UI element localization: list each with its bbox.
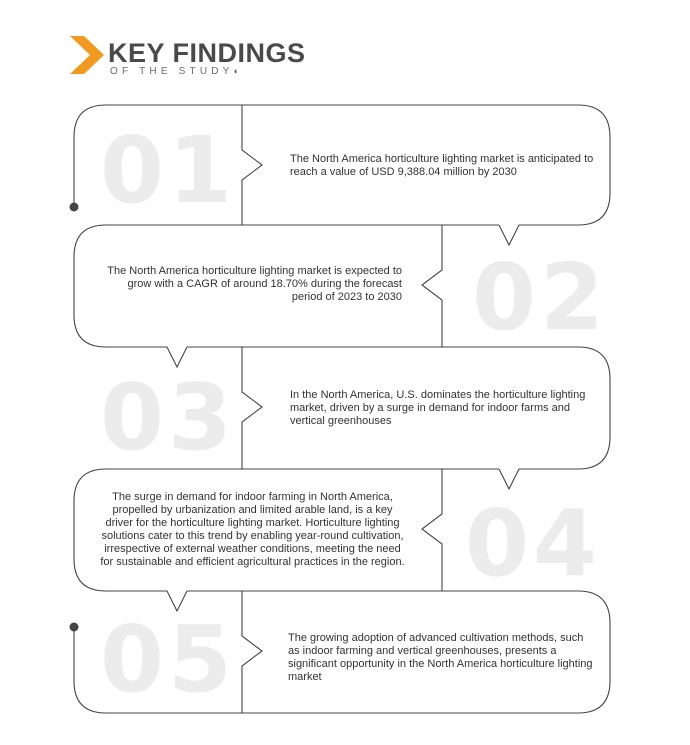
finding-number-05: 05	[100, 606, 237, 713]
finding-number-03: 03	[100, 364, 237, 471]
divider-02	[422, 225, 442, 347]
finding-number-02: 02	[472, 244, 609, 351]
page-subtitle: OF THE STUDY◖	[110, 66, 238, 77]
finding-text-05: The growing adoption of advanced cultivation methods, such as indoor farming and vertical greenhouses, presents a significant opportunity in the North America horticulture lighting market	[288, 632, 593, 683]
finding-text-03: In the North America, U.S. dominates the horticulture lighting market, driven by a surge in demand for indoor farms and vertical greenhouses	[290, 389, 586, 427]
finding-number-04: 04	[465, 490, 602, 597]
divider-05	[242, 591, 262, 713]
finding-text-02: The North America horticulture lighting market is expected to grow with a CAGR of around 18.70% during the forecast period of 2023 to 2030	[107, 265, 402, 303]
divider-01	[242, 105, 262, 225]
divider-04	[422, 469, 442, 591]
moon-icon: ◖	[232, 66, 238, 76]
finding-text-01: The North America horticulture lighting market is anticipated to reach a value of USD 9,388.04 million by 2030	[290, 153, 594, 178]
flow-start-dot	[70, 203, 79, 212]
flow-end-dot	[70, 623, 79, 632]
finding-text-04: The surge in demand for indoor farming in North America, propelled by urbanization and limited arable land, is a key driver for the horticulture lighting market. Horticulture lighting solutions cater to this trend by enabling year-round cultivation, irrespective of external weather conditions, meeting the need for sustainable and efficient agricultural practices in the region.	[100, 491, 405, 568]
page-title: KEY FINDINGS	[108, 38, 306, 68]
divider-03	[242, 347, 262, 469]
finding-number-01: 01	[100, 117, 237, 224]
